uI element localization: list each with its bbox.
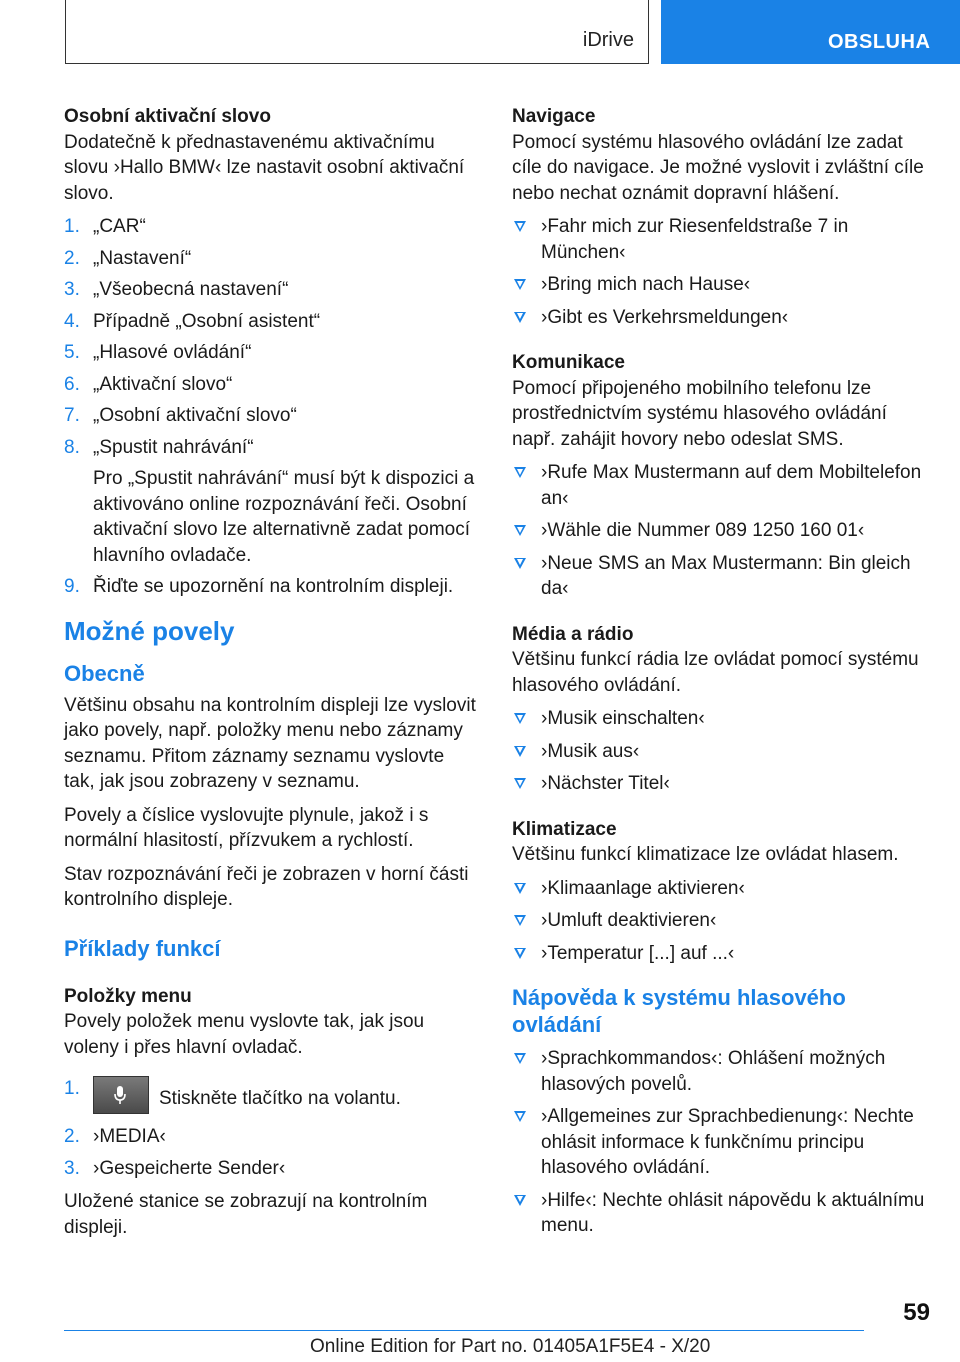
communication-commands <box>512 460 932 602</box>
commands-heading: Možné povely <box>64 615 235 646</box>
triangle-down-icon <box>514 467 526 478</box>
wake-word-heading: Osobní aktivační slovo <box>64 106 271 127</box>
chapter-tab: OBSLUHA <box>661 0 960 64</box>
list-item: ›Bring mich nach Hause‹ <box>512 272 932 298</box>
media-heading: Média a rádio <box>512 623 634 645</box>
communication-heading: Komunikace <box>512 352 625 373</box>
general-paragraph-2: Povely a číslice vyslovujte plynule, jakož i s normální hlasitostí, přízvukem a rychlostí. <box>64 804 429 851</box>
menu-steps <box>64 1076 479 1181</box>
list-item: 5. „Hlasové ovládání“ <box>64 342 252 363</box>
menu-items-heading: Položky menu <box>64 985 192 1007</box>
list-item: ›Gibt es Verkehrsmeldungen‹ <box>512 305 932 331</box>
communication-intro: Pomocí připojeného mobilního telefonu lze prostřednictvím systému hlasového ovládání např. zahájit hovory nebo odeslat SMS. <box>512 377 887 450</box>
list-item: 8. „Spustit nahrávání“ Pro „Spustit nahrávání“ musí být k dispozici a aktivováno online rozpoznávání řeči. Osobní aktivační slovo lze alternativně zadat pomocí hlavního ovladače. <box>64 435 479 569</box>
list-item: ›Hilfe‹: Nechte ohlásit nápovědu k aktuálnímu menu. <box>512 1188 932 1239</box>
list-item: 6. „Aktivační slovo“ <box>64 373 233 395</box>
list-item: ›Temperatur [...] auf ...‹ <box>512 941 932 967</box>
media-intro: Většinu funkcí rádia lze ovládat pomocí systému hlasového ovládání. <box>512 649 919 696</box>
edition-note: Online Edition for Part no. 01405A1F5E4 - X/20 <box>310 1336 711 1357</box>
triangle-down-icon <box>514 778 526 789</box>
list-item: ›Musik aus‹ <box>512 739 932 765</box>
page-number: 59 <box>903 1299 930 1326</box>
list-item: 1. „CAR“ <box>64 216 146 237</box>
triangle-down-icon <box>514 1111 526 1122</box>
examples-heading: Příklady funkcí <box>64 935 221 961</box>
triangle-down-icon <box>514 525 526 536</box>
general-paragraph-3: Stav rozpoznávání řeči je zobrazen v horní části kontrolního displeje. <box>64 863 469 910</box>
list-item: ›Fahr mich zur Riesenfeldstraße 7 in München‹ <box>512 214 932 265</box>
triangle-down-icon <box>514 915 526 926</box>
climate-commands <box>512 876 932 967</box>
list-item: ›Allgemeines zur Sprachbedienung‹: Nechte ohlásit informace k funkčnímu principu hlasového ovládání. <box>512 1104 932 1181</box>
left-column <box>64 104 479 1248</box>
triangle-down-icon <box>514 1053 526 1064</box>
triangle-down-icon <box>514 746 526 757</box>
footer-divider <box>64 1330 864 1331</box>
list-item: ›Sprachkommandos‹: Ohlášení možných hlasových povelů. <box>512 1046 932 1097</box>
triangle-down-icon <box>514 558 526 569</box>
menu-items-intro: Povely položek menu vyslovte tak, jak jsou voleny i přes hlavní ovladač. <box>64 1011 425 1058</box>
list-item: ›Klimaanlage aktivieren‹ <box>512 876 932 902</box>
climate-heading: Klimatizace <box>512 818 617 840</box>
list-item: ›Neue SMS an Max Mustermann: Bin gleich da‹ <box>512 551 932 602</box>
list-item: 4. Případně „Osobní asistent“ <box>64 310 321 332</box>
media-commands <box>512 706 932 797</box>
general-paragraph-1: Většinu obsahu na kontrolním displeji lze vyslovit jako povely, např. položky menu nebo záznamy seznamu. Přitom záznamy seznamu vyslovte tak, jak jsou zobrazeny v seznamu. <box>64 694 476 792</box>
list-item: ›Nächster Titel‹ <box>512 771 932 797</box>
triangle-down-icon <box>514 1195 526 1206</box>
list-item: ›Musik einschalten‹ <box>512 706 932 732</box>
step-note: Pro „Spustit nahrávání“ musí být k dispozici a aktivováno online rozpoznávání řeči. Osobní aktivační slovo lze alternativně zadat pomocí hlavního ovladače. <box>93 468 475 566</box>
navigation-intro: Pomocí systému hlasového ovládání lze zadat cíle do navigace. Je možné vyslovit i zvláštní cíle nebo nechat oznámit dopravní hlášení. <box>512 131 924 204</box>
menu-items-outro: Uložené stanice se zobrazují na kontrolním displeji. <box>64 1191 428 1238</box>
triangle-down-icon <box>514 883 526 894</box>
right-column <box>512 104 932 1247</box>
list-item: ›Rufe Max Mustermann auf dem Mobiltelefon an‹ <box>512 460 932 511</box>
wake-word-steps <box>64 214 479 600</box>
list-item: ›Wähle die Nummer 089 1250 160 01‹ <box>512 518 932 544</box>
navigation-commands <box>512 214 932 330</box>
navigation-heading: Navigace <box>512 106 596 127</box>
triangle-down-icon <box>514 948 526 959</box>
list-item: ›Umluft deaktivieren‹ <box>512 908 932 934</box>
list-item: 2. „Nastavení“ <box>64 247 192 269</box>
section-label: iDrive <box>582 29 634 51</box>
general-heading: Obecně <box>64 660 145 686</box>
triangle-down-icon <box>514 713 526 724</box>
list-item: 9. Řiďte se upozornění na kontrolním displeji. <box>64 576 454 597</box>
triangle-down-icon <box>514 312 526 323</box>
list-item: 3. „Všeobecná nastavení“ <box>64 279 289 300</box>
help-heading: Nápověda k systému hlasového ovládání <box>512 985 846 1037</box>
triangle-down-icon <box>514 279 526 290</box>
triangle-down-icon <box>514 221 526 232</box>
list-item: 3. ›Gespeicherte Sender‹ <box>64 1157 286 1179</box>
wake-word-intro: Dodatečně k přednastavenému aktivačnímu slovu ›Hallo BMW‹ lze nastavit osobní aktivační slovo. <box>64 131 465 204</box>
header-frame <box>65 0 649 64</box>
list-item: 2. ›MEDIA‹ <box>64 1126 166 1147</box>
climate-intro: Většinu funkcí klimatizace lze ovládat hlasem. <box>512 844 899 865</box>
list-item: 7. „Osobní aktivační slovo“ <box>64 405 297 426</box>
voice-button-image <box>93 1076 149 1114</box>
list-item: 1. Stiskněte tlačítko na volantu. <box>64 1076 479 1114</box>
microphone-icon <box>113 1085 127 1105</box>
help-commands <box>512 1046 932 1239</box>
